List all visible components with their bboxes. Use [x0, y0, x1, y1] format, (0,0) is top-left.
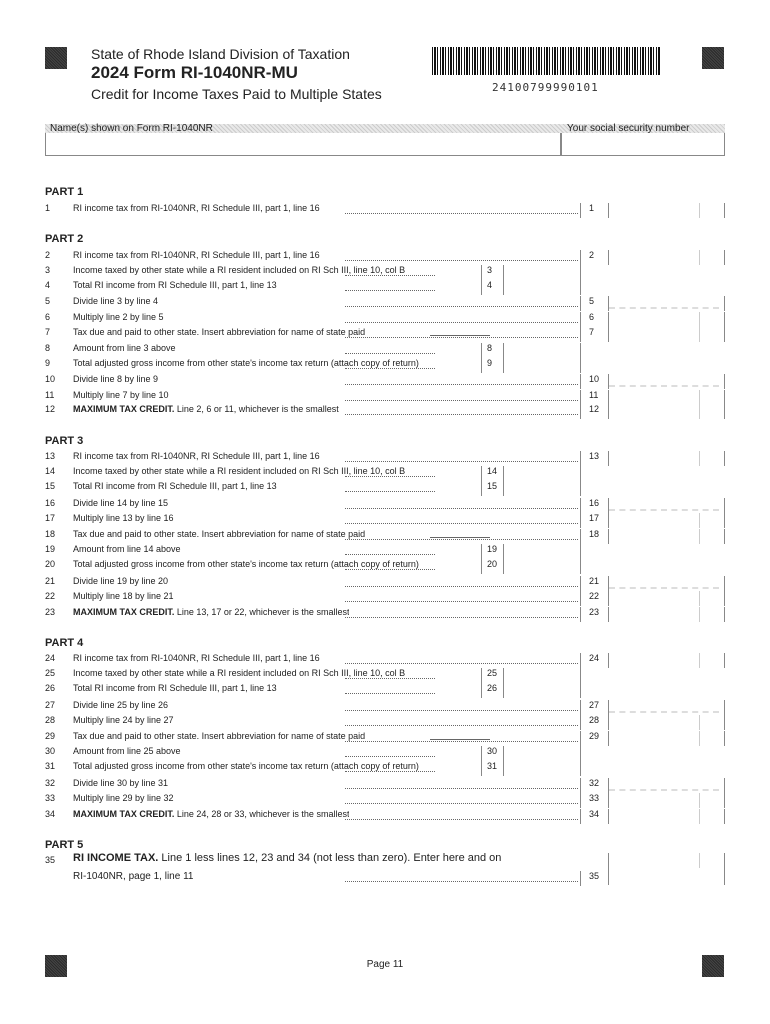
amount-field[interactable] [608, 591, 725, 606]
right-line-number: 13 [580, 451, 608, 466]
line-description [73, 203, 320, 213]
blank-right-cell [580, 358, 608, 373]
amount-field[interactable] [608, 731, 725, 746]
line-description-text: Total adjusted gross income from other state's income tax return (attach copy of return) [73, 761, 419, 771]
line-description-text: Divide line 30 by line 31 [73, 778, 169, 788]
line-description-text: Divide line 8 by line 9 [73, 374, 159, 384]
amount-field[interactable] [608, 793, 725, 808]
line-number: 20 [45, 559, 56, 569]
dot-leader [345, 329, 578, 338]
inner-line-number: 9 [481, 358, 503, 373]
line-description [73, 668, 405, 678]
line-description [73, 280, 277, 290]
form-line [45, 250, 725, 265]
right-line-number: 5 [580, 296, 608, 311]
inner-line-number: 30 [481, 746, 503, 761]
dot-leader [345, 685, 435, 694]
dot-leader [345, 392, 578, 401]
amount-field[interactable] [608, 390, 725, 405]
inner-line-number: 19 [481, 544, 503, 559]
inner-line-number: 31 [481, 761, 503, 776]
dot-leader [345, 795, 578, 804]
form-line [45, 265, 725, 280]
form-line [45, 761, 725, 776]
line-description [73, 683, 277, 693]
line-description-text: Total RI income from RI Schedule III, part 1, line 13 [73, 683, 277, 693]
right-line-number: 24 [580, 653, 608, 668]
form-line [45, 591, 725, 606]
inner-line-number: 26 [481, 683, 503, 698]
form-line [45, 374, 725, 389]
line-description-text: Amount from line 14 above [73, 544, 181, 554]
line-description-text: Divide line 3 by line 4 [73, 296, 159, 306]
agency-name: State of Rhode Island Division of Taxation [91, 46, 350, 62]
decimal-places-guide [609, 711, 719, 713]
line-number: 9 [45, 358, 51, 368]
line-number: 25 [45, 668, 56, 678]
line-description-text: Tax due and paid to other state. Insert abbreviation for name of state paid [73, 529, 366, 539]
right-line-number: 32 [580, 778, 608, 793]
right-line-number: 1 [580, 203, 608, 218]
cents-divider [699, 653, 700, 668]
form-line [45, 513, 725, 528]
registration-mark-top-right [702, 47, 724, 69]
line-number: 19 [45, 544, 56, 554]
dot-leader [345, 252, 578, 261]
form-line [45, 404, 725, 419]
form-line [45, 498, 725, 513]
line-number: 22 [45, 591, 56, 601]
line-number: 5 [45, 296, 51, 306]
line-number: 11 [45, 390, 55, 400]
dot-leader [345, 406, 578, 415]
blank-right-cell [580, 761, 608, 776]
line-number: 33 [45, 793, 56, 803]
amount-field[interactable] [608, 853, 725, 885]
right-line-number: 27 [580, 700, 608, 715]
line-number: 6 [45, 312, 51, 322]
amount-field[interactable] [608, 513, 725, 528]
line-description [73, 591, 174, 601]
part-2-heading: PART 2 [45, 233, 84, 245]
right-line-number: 12 [580, 404, 608, 419]
inner-amount-field[interactable] [503, 761, 579, 776]
inner-line-number: 4 [481, 280, 503, 295]
line-description [73, 296, 158, 306]
blank-right-cell [580, 466, 608, 481]
form-line [45, 529, 725, 544]
blank-right-cell [580, 559, 608, 574]
form-line [45, 280, 725, 295]
form-line [45, 668, 725, 683]
cents-divider [699, 451, 700, 466]
line-number: 29 [45, 731, 56, 741]
form-line [45, 390, 725, 405]
dot-leader [345, 655, 578, 664]
cents-divider [699, 327, 700, 342]
cents-divider [699, 809, 700, 824]
line-number: 2 [45, 250, 51, 260]
line-number: 1 [45, 203, 51, 213]
dot-leader [345, 453, 578, 462]
amount-field[interactable] [608, 203, 725, 218]
part-5-heading: PART 5 [45, 839, 84, 851]
line-number: 13 [45, 451, 56, 461]
form-line [45, 451, 725, 466]
decimal-places-guide [609, 789, 719, 791]
line-description [73, 250, 320, 260]
form-line [45, 312, 725, 327]
cents-divider [699, 591, 700, 606]
right-line-number: 34 [580, 809, 608, 824]
line-description-continued: RI-1040NR, page 1, line 11 [73, 871, 194, 882]
line-number: 18 [45, 529, 56, 539]
blank-right-cell [580, 481, 608, 496]
amount-field[interactable] [608, 312, 725, 327]
line-description [73, 559, 419, 569]
line-number: 27 [45, 700, 56, 710]
inner-amount-field[interactable] [503, 466, 579, 481]
line-number: 35 [45, 855, 56, 865]
dot-leader [345, 205, 578, 214]
line-number: 10 [45, 374, 56, 384]
form-line [45, 481, 725, 496]
line-description-text: RI income tax from RI-1040NR, RI Schedule III, part 1, line 16 [73, 653, 320, 663]
line-description-text: Tax due and paid to other state. Insert abbreviation for name of state paid [73, 731, 366, 741]
form-line [45, 653, 725, 668]
right-line-number: 29 [580, 731, 608, 746]
dot-leader [345, 702, 578, 711]
name-field[interactable] [45, 133, 561, 156]
line-number: 26 [45, 683, 56, 693]
inner-amount-field[interactable] [503, 668, 579, 683]
dot-leader [345, 717, 578, 726]
dot-leader [345, 376, 578, 385]
ssn-label: Your social security number [567, 123, 690, 134]
inner-amount-field[interactable] [503, 544, 579, 559]
line-description [73, 451, 320, 461]
line-description-text: Multiply line 29 by line 32 [73, 793, 174, 803]
line-description-text: Divide line 14 by line 15 [73, 498, 169, 508]
line-description [73, 852, 501, 864]
amount-field[interactable] [608, 296, 725, 311]
right-line-number: 23 [580, 607, 608, 622]
form-line [45, 358, 725, 373]
cents-divider [699, 513, 700, 528]
part-1-heading: PART 1 [45, 186, 84, 198]
line-description [73, 793, 174, 803]
decimal-places-guide [609, 307, 719, 309]
amount-field[interactable] [608, 404, 725, 419]
line-description-text: Line 1 less lines 12, 23 and 34 (not less than zero). Enter here and on [161, 852, 502, 864]
line-number: 17 [45, 513, 56, 523]
inner-amount-field[interactable] [503, 746, 579, 761]
line-description-text: Income taxed by other state while a RI resident included on RI Sch III, line 10, col B [73, 466, 406, 476]
form-line [45, 778, 725, 793]
line-description-text: Income taxed by other state while a RI resident included on RI Sch III, line 10, col B [73, 668, 406, 678]
blank-right-cell [580, 343, 608, 358]
inner-line-number: 14 [481, 466, 503, 481]
part-4-heading: PART 4 [45, 637, 84, 649]
dot-leader [345, 500, 578, 509]
cents-divider [699, 312, 700, 327]
amount-field[interactable] [608, 498, 725, 513]
line-number: 3 [45, 265, 51, 275]
right-line-number: 18 [580, 529, 608, 544]
line-description [73, 327, 365, 337]
cents-divider [699, 731, 700, 746]
line-description-text: Line 24, 28 or 33, whichever is the smallest [176, 809, 350, 819]
dot-leader [345, 298, 578, 307]
inner-amount-field[interactable] [503, 343, 579, 358]
inner-amount-field[interactable] [503, 358, 579, 373]
dot-leader [345, 733, 578, 742]
amount-field[interactable] [608, 653, 725, 668]
cents-divider [699, 203, 700, 218]
amount-field[interactable] [608, 529, 725, 544]
form-line [45, 746, 725, 761]
amount-field[interactable] [608, 576, 725, 591]
line-description [73, 481, 277, 491]
form-title: 2024 Form RI-1040NR-MU [91, 63, 298, 82]
line-description-bold: MAXIMUM TAX CREDIT. [73, 607, 175, 617]
inner-line-number: 3 [481, 265, 503, 280]
amount-field[interactable] [608, 809, 725, 824]
inner-amount-field[interactable] [503, 683, 579, 698]
cents-divider [699, 390, 700, 405]
amount-field[interactable] [608, 327, 725, 342]
form-line [45, 327, 725, 342]
line-description-text: Tax due and paid to other state. Insert abbreviation for name of state paid [73, 327, 366, 337]
line-description [73, 529, 365, 539]
form-line [45, 793, 725, 808]
barcode [432, 47, 660, 75]
line-number: 4 [45, 280, 51, 290]
inner-amount-field[interactable] [503, 559, 579, 574]
line-description-text: Multiply line 13 by line 16 [73, 513, 174, 523]
cents-divider [699, 529, 700, 544]
dot-leader [345, 515, 578, 524]
line-number: 12 [45, 404, 56, 414]
line-description [73, 576, 168, 586]
line-description [73, 498, 168, 508]
line-description [73, 653, 320, 663]
line-description [73, 746, 181, 756]
line-number: 28 [45, 715, 56, 725]
amount-field[interactable] [608, 250, 725, 265]
inner-line-number: 15 [481, 481, 503, 496]
amount-field[interactable] [608, 607, 725, 622]
decimal-places-guide [609, 509, 719, 511]
line-description-text: RI income tax from RI-1040NR, RI Schedule III, part 1, line 16 [73, 451, 320, 461]
form-line [45, 544, 725, 559]
line-description-text: Income taxed by other state while a RI resident included on RI Sch III, line 10, col B [73, 265, 406, 275]
dot-leader [345, 531, 578, 540]
line-description [73, 374, 158, 384]
right-line-number: 6 [580, 312, 608, 327]
dot-leader [345, 593, 578, 602]
form-line [45, 852, 725, 882]
line-number: 34 [45, 809, 56, 819]
line-description-text: Line 13, 17 or 22, whichever is the smallest [176, 607, 350, 617]
line-description [73, 544, 181, 554]
dot-leader [345, 748, 435, 757]
barcode-number: 24100799990101 [492, 81, 599, 94]
line-number: 7 [45, 327, 51, 337]
form-line [45, 809, 725, 824]
right-line-number: 17 [580, 513, 608, 528]
amount-field[interactable] [608, 374, 725, 389]
right-line-number: 2 [580, 250, 608, 265]
line-description-text: RI income tax from RI-1040NR, RI Schedule III, part 1, line 16 [73, 203, 320, 213]
line-description [73, 778, 168, 788]
inner-line-number: 20 [481, 559, 503, 574]
state-abbreviation-field[interactable] [430, 335, 490, 336]
inner-amount-field[interactable] [503, 265, 579, 280]
line-description-bold: MAXIMUM TAX CREDIT. [73, 809, 175, 819]
inner-line-number: 8 [481, 343, 503, 358]
line-number: 16 [45, 498, 56, 508]
right-line-number: 10 [580, 374, 608, 389]
line-description [73, 466, 405, 476]
part-3-heading: PART 3 [45, 435, 84, 447]
line-description [73, 700, 168, 710]
amount-field[interactable] [608, 451, 725, 466]
inner-amount-field[interactable] [503, 481, 579, 496]
line-description-text: Line 2, 6 or 11, whichever is the smallest [176, 404, 339, 414]
right-line-number: 11 [580, 390, 608, 405]
form-line [45, 576, 725, 591]
form-line [45, 700, 725, 715]
form-line [45, 731, 725, 746]
cents-divider [699, 250, 700, 265]
name-label: Name(s) shown on Form RI-1040NR [50, 123, 213, 134]
line-description-text: Total RI income from RI Schedule III, part 1, line 13 [73, 481, 277, 491]
right-line-number: 35 [580, 871, 608, 886]
line-number: 15 [45, 481, 56, 491]
line-description-text: Divide line 25 by line 26 [73, 700, 169, 710]
form-line [45, 559, 725, 574]
cents-divider [699, 404, 700, 419]
state-abbreviation-field[interactable] [430, 739, 490, 740]
right-line-number: 33 [580, 793, 608, 808]
decimal-places-guide [609, 385, 719, 387]
line-description-text: Multiply line 2 by line 5 [73, 312, 164, 322]
dot-leader [345, 578, 578, 587]
line-description [73, 715, 174, 725]
form-line [45, 683, 725, 698]
registration-mark-top-left [45, 47, 67, 69]
line-number: 24 [45, 653, 56, 663]
line-description-text: Total adjusted gross income from other state's income tax return (attach copy of return) [73, 358, 419, 368]
dot-leader [345, 609, 578, 618]
dot-leader [345, 546, 435, 555]
line-number: 14 [45, 466, 56, 476]
amount-field[interactable] [608, 700, 725, 715]
line-description-text: Amount from line 3 above [73, 343, 176, 353]
dot-leader [345, 780, 578, 789]
decimal-places-guide [609, 587, 719, 589]
amount-field[interactable] [608, 715, 725, 730]
line-description-text: Multiply line 18 by line 21 [73, 591, 174, 601]
line-description-text: Total RI income from RI Schedule III, part 1, line 13 [73, 280, 277, 290]
blank-right-cell [580, 280, 608, 295]
right-line-number: 21 [580, 576, 608, 591]
line-description [73, 513, 174, 523]
line-description [73, 404, 339, 414]
line-description [73, 809, 349, 819]
inner-line-number: 25 [481, 668, 503, 683]
line-description [73, 607, 349, 617]
line-number: 31 [45, 761, 56, 771]
form-line [45, 715, 725, 730]
cents-divider [699, 715, 700, 730]
line-description-text: Amount from line 25 above [73, 746, 181, 756]
ssn-field[interactable] [561, 133, 725, 156]
line-description-text: Multiply line 24 by line 27 [73, 715, 174, 725]
right-line-number: 7 [580, 327, 608, 342]
dot-leader [345, 483, 435, 492]
line-description [73, 312, 164, 322]
line-description [73, 390, 169, 400]
line-description-bold: RI INCOME TAX. [73, 852, 159, 864]
line-description-text: RI income tax from RI-1040NR, RI Schedule III, part 1, line 16 [73, 250, 320, 260]
blank-right-cell [580, 265, 608, 280]
line-description-bold: MAXIMUM TAX CREDIT. [73, 404, 175, 414]
form-line [45, 343, 725, 358]
page-number: Page 11 [366, 959, 404, 970]
blank-right-cell [580, 746, 608, 761]
line-description-text: Total adjusted gross income from other state's income tax return (attach copy of return) [73, 559, 419, 569]
line-number: 23 [45, 607, 56, 617]
line-description [73, 343, 176, 353]
line-number: 30 [45, 746, 56, 756]
form-subtitle: Credit for Income Taxes Paid to Multiple States [91, 86, 382, 102]
line-number: 32 [45, 778, 56, 788]
line-description [73, 358, 419, 368]
cents-divider [699, 607, 700, 622]
inner-amount-field[interactable] [503, 280, 579, 295]
blank-right-cell [580, 683, 608, 698]
cents-divider [699, 853, 700, 868]
line-description-text: Multiply line 7 by line 10 [73, 390, 169, 400]
line-description-text: Divide line 19 by line 20 [73, 576, 169, 586]
amount-field[interactable] [608, 778, 725, 793]
blank-right-cell [580, 668, 608, 683]
form-line [45, 466, 725, 481]
right-line-number: 28 [580, 715, 608, 730]
line-description [73, 731, 365, 741]
blank-right-cell [580, 544, 608, 559]
line-description [73, 265, 405, 275]
form-line [45, 296, 725, 311]
line-description [73, 761, 419, 771]
dot-leader [345, 314, 578, 323]
dot-leader [345, 282, 435, 291]
state-abbreviation-field[interactable] [430, 537, 490, 538]
form-line [45, 203, 725, 218]
dot-leader [345, 811, 578, 820]
cents-divider [699, 793, 700, 808]
form-line [45, 607, 725, 622]
right-line-number: 22 [580, 591, 608, 606]
dot-leader [345, 873, 578, 882]
line-number: 8 [45, 343, 51, 353]
dot-leader [345, 345, 435, 354]
line-number: 21 [45, 576, 56, 586]
right-line-number: 16 [580, 498, 608, 513]
